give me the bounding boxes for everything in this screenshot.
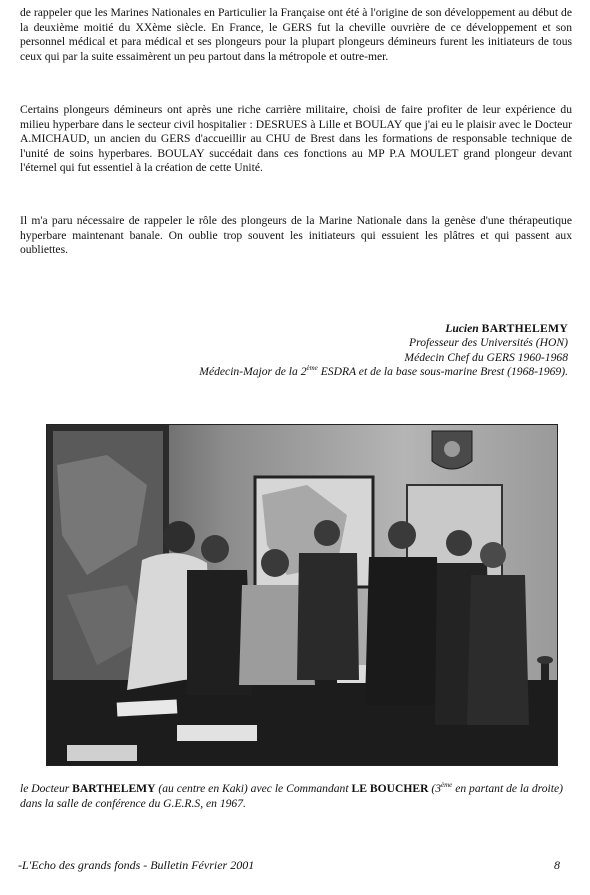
paragraph-2: Certains plongeurs démineurs ont après une riche carrière militaire, choisi de faire profiter de leur expérience du milieu hyperbare dans le secteur civil hospitalier : DESRUES à Lille et BOULAY que j'ai eu le plaisir avec le Docteur A.MICHAUD, un ancien du GERS d'accueillir au CHU de Brest dans les formations de responsable technique de l'unité de soins hyperbares. BOULAY succédait dans ces fonctions au MP P.A MOULET grand plongeur devant l'éternel qui fut essentiel à la création de cette Unité. — [20, 103, 572, 175]
photo-caption: le Docteur BARTHELEMY (au centre en Kaki) avec le Commandant LE BOUCHER (3ème en partant de la droite) dans la salle de conférence du G.E.R.S, en 1967. — [20, 781, 563, 810]
signature-title-2: Médecin Chef du GERS 1960-1968 — [404, 350, 568, 364]
signature-block — [199, 322, 568, 380]
paragraph-3: Il m'a paru nécessaire de rappeler le rôle des plongeurs de la Marine Nationale dans la genèse d'une thérapeutique hyperbare maintenant banale. On oublie trop souvent les initiateurs qui essuient les plâtres et qui passent aux oubliettes. — [20, 214, 572, 257]
paragraph-1: de rappeler que les Marines Nationales en Particulier la Française ont été à l'origine de son développement au début de la deuxième moitié du XXème siècle. En France, le GERS fut la cheville ouvrière de ce développement et son personnel médical et para médical et ses plongeurs pour la plupart plongeurs démineurs furent les initiateurs de tous ceux qui par la suite essaimèrent un peu partout dans la métropole et outre-mer. — [20, 6, 572, 63]
footer-publication: -L'Echo des grands fonds - Bulletin Février 2001 — [18, 858, 255, 872]
page-number: 8 — [554, 858, 560, 872]
caption-name-barthelemy: BARTHELEMY — [72, 782, 156, 795]
signature-name: Lucien BARTHELEMY — [445, 322, 568, 335]
group-photo — [46, 424, 558, 766]
signature-title-1: Professeur des Universités (HON) — [409, 336, 568, 350]
caption-name-le-boucher: LE BOUCHER — [351, 782, 429, 795]
page-footer — [18, 858, 572, 873]
signature-title-3: Médecin-Major de la 2ème ESDRA et de la base sous-marine Brest (1968-1969). — [199, 364, 568, 379]
